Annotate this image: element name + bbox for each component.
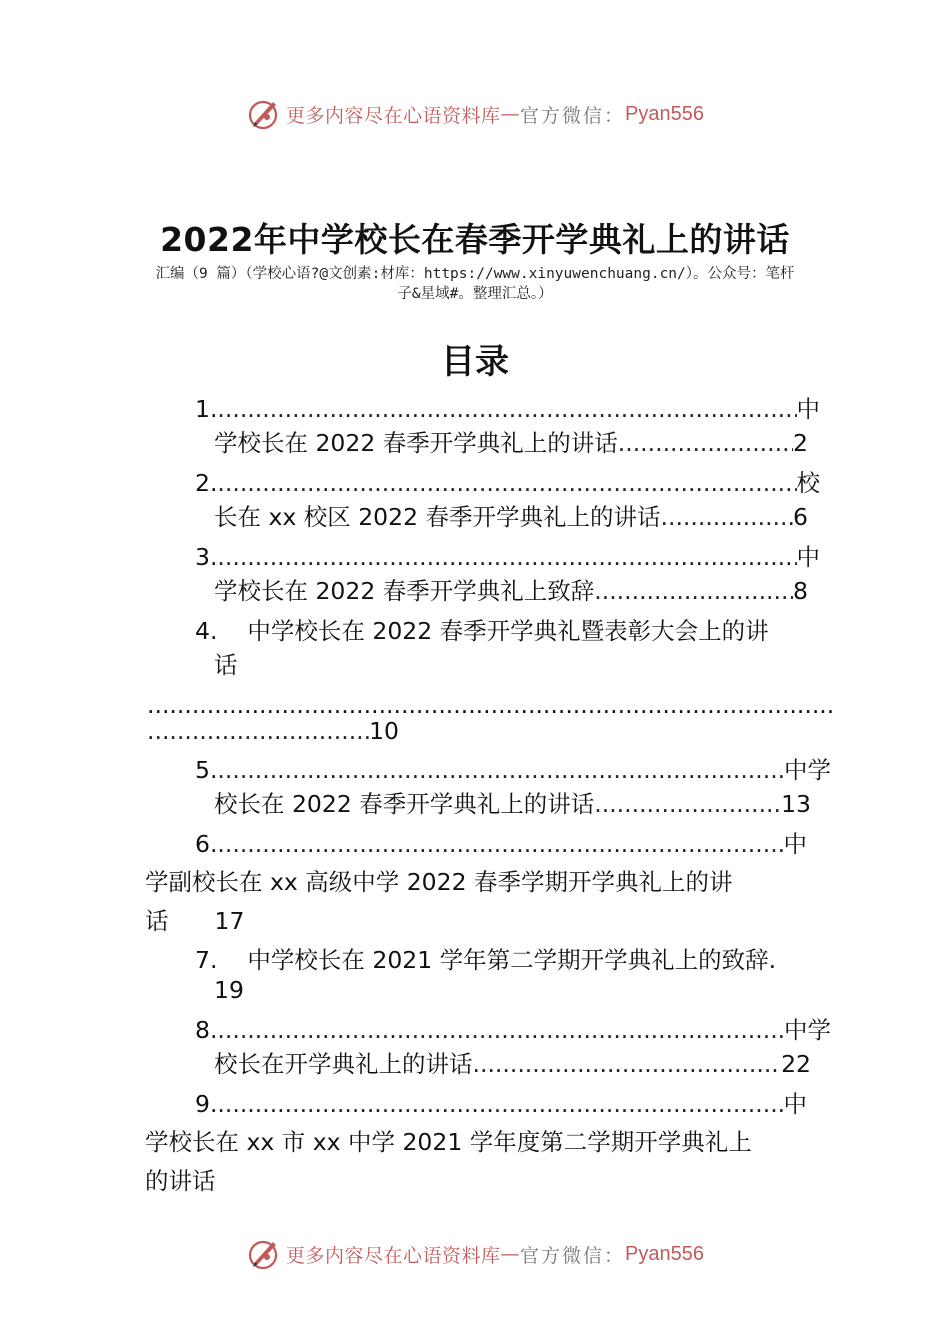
toc-entry-9-wrap: 的讲话 (145, 1167, 216, 1195)
banner-dash: — (500, 1243, 521, 1265)
toc-entry-2-cont[interactable] (214, 502, 808, 532)
toc-dot-leader (594, 576, 793, 606)
footer-banner (0, 1234, 950, 1274)
toc-entry-text-start: 校 (796, 469, 820, 497)
toc-entry-3-cont[interactable] (214, 576, 808, 606)
toc-entry-4[interactable] (195, 616, 769, 646)
banner-wechat-label: 官方微信： (520, 104, 626, 127)
toc-page-number: 13 (781, 790, 811, 818)
toc-entry-7[interactable] (195, 945, 776, 975)
toc-entry-3[interactable] (195, 542, 820, 572)
toc-page-number: 17 (214, 907, 245, 935)
quill-logo-icon (246, 1236, 282, 1272)
toc-entry-text-start: 中 (796, 395, 820, 423)
toc-entry-text: 学校长在 2022 春季开学典礼上致辞 (214, 577, 595, 605)
toc-entry-number: 8. (195, 1016, 218, 1044)
toc-dot-leader (217, 1089, 783, 1119)
toc-page-number: 2 (793, 429, 808, 457)
toc-entry-1-cont[interactable] (214, 428, 808, 458)
toc-entry-text: 学校长在 2022 春季开学典礼上的讲话 (214, 429, 618, 457)
toc-entry-text: 长在 xx 校区 2022 春季开学典礼上的讲话 (214, 503, 661, 531)
toc-page-number: 10 (369, 717, 399, 745)
toc-dot-leader (217, 394, 796, 424)
toc-dot-leader (217, 829, 783, 859)
toc-dot-leader (594, 789, 781, 819)
toc-entry-text: 校长在开学典礼上的讲话 (214, 1050, 473, 1078)
toc-entry-number: 9. (195, 1090, 218, 1118)
toc-entry-4-wrap: 话 (214, 651, 238, 679)
toc-entry-number: 3. (195, 543, 218, 571)
toc-entry-6-cont: 学副校长在 xx 高级中学 2022 春季学期开学典礼上的讲 (145, 868, 733, 896)
toc-entry-number: 5. (195, 756, 218, 784)
toc-entry-text-start: 中 (783, 1090, 807, 1118)
toc-entry-text-start: 中学 (784, 756, 831, 784)
toc-heading: 目录 (441, 342, 509, 382)
toc-entry-number: 2. (195, 469, 218, 497)
toc-dot-leader (217, 542, 796, 572)
header-banner (0, 94, 950, 134)
document-subtitle: 汇编（9 篇）（学校心语?@文创素:材库：https://www.xinyuwenchuang.cn/）。公众号：笔杆子&星域#。整理汇总。） (155, 266, 795, 302)
toc-entry-text-start: 中 (783, 830, 807, 858)
toc-entry-6[interactable] (195, 829, 807, 859)
toc-page-number: 22 (781, 1050, 811, 1078)
toc-dot-leader (147, 716, 369, 746)
toc-entry-number: 4. (195, 617, 218, 645)
toc-entry-number: 7. (195, 946, 218, 974)
toc-page-number: 19 (214, 976, 244, 1004)
toc-entry-9[interactable] (195, 1089, 807, 1119)
toc-page-number: 6 (793, 503, 808, 531)
banner-wechat-label: 官方微信： (520, 1244, 626, 1267)
toc-entry-8-cont[interactable] (214, 1049, 811, 1079)
toc-entry-text: 中学校长在 2021 学年第二学期开学典礼上的致辞. (247, 946, 777, 974)
toc-entry-text: 中学校长在 2022 春季开学典礼暨表彰大会上的讲 (247, 617, 769, 645)
toc-entry-8[interactable] (195, 1015, 831, 1045)
toc-dot-leader (661, 502, 794, 532)
quill-logo-icon (246, 96, 282, 132)
banner-text: 更多内容尽在心语资料库 (286, 104, 501, 127)
toc-entry-5-cont[interactable] (214, 789, 811, 819)
toc-entry-5[interactable] (195, 755, 831, 785)
toc-entry-text-start: 中学 (784, 1016, 831, 1044)
banner-wechat-id: Pyan556 (625, 1242, 704, 1265)
toc-entry-text: 校长在 2022 春季开学典礼上的讲话 (214, 790, 595, 818)
toc-dot-leader (217, 468, 796, 498)
banner-wechat-id: Pyan556 (625, 102, 704, 125)
toc-entry-2[interactable] (195, 468, 820, 498)
toc-entry-4-page-row[interactable] (147, 716, 399, 746)
toc-dot-leader (217, 755, 784, 785)
toc-entry-text-start: 中 (796, 543, 820, 571)
banner-text: 更多内容尽在心语资料库 (286, 1244, 501, 1267)
toc-entry-9-cont: 学校长在 xx 市 xx 中学 2021 学年度第二学期开学典礼上 (145, 1128, 752, 1156)
toc-page-number: 8 (793, 577, 808, 605)
toc-dot-leader (217, 1015, 784, 1045)
toc-entry-number: 6. (195, 830, 218, 858)
toc-dot-leader (473, 1049, 782, 1079)
toc-entry-number: 1. (195, 395, 218, 423)
toc-entry-6-page-row[interactable] (145, 906, 244, 936)
toc-dot-leader (618, 428, 793, 458)
toc-entry-1[interactable] (195, 394, 820, 424)
toc-entry-text: 话 (145, 907, 169, 935)
document-title: 2022年中学校长在春季开学典礼上的讲话 (160, 220, 790, 259)
banner-dash: — (500, 103, 521, 125)
